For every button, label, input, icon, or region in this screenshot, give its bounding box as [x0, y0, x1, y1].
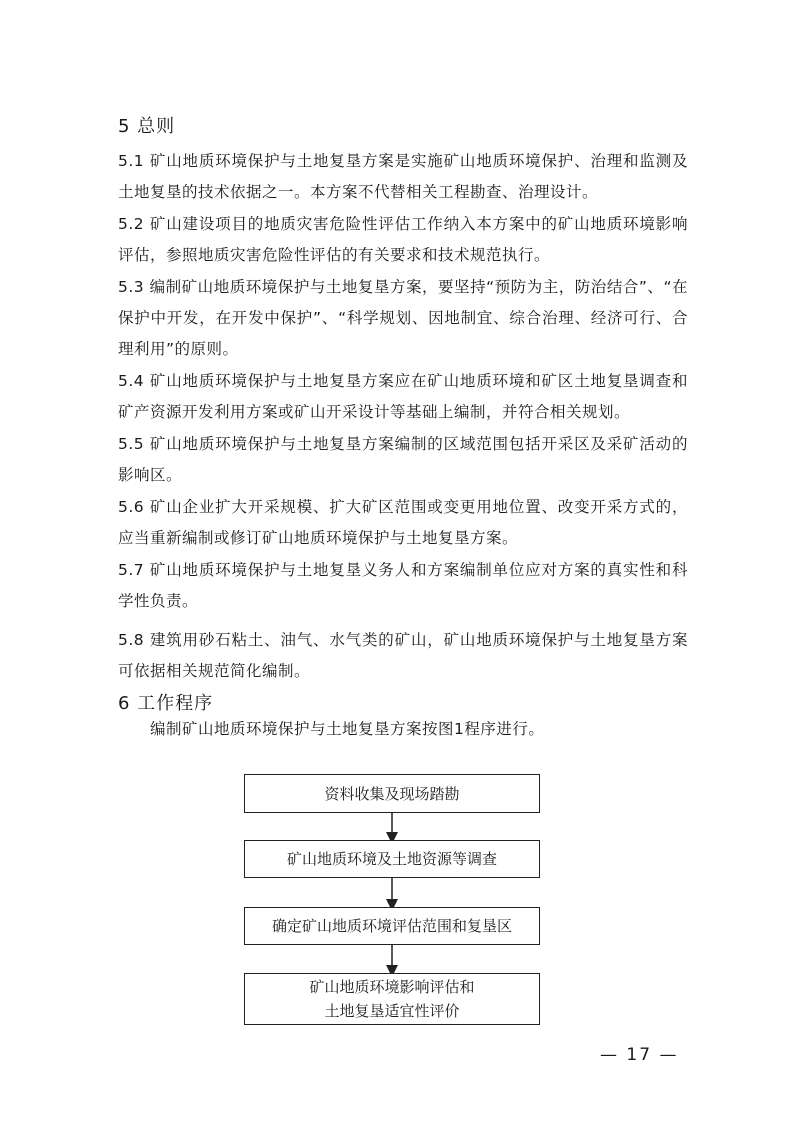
- section-6-intro: 编制矿山地质环境保护与土地复垦方案按图1程序进行。: [150, 720, 545, 738]
- flow-step-2: 矿山地质环境及土地资源等调查: [244, 840, 540, 878]
- page-number: — 17 —: [600, 1045, 679, 1065]
- flow-step-1: 资料收集及现场踏勘: [244, 774, 540, 813]
- clause-5-8: 5.8 建筑用砂石粘土、油气、水气类的矿山，矿山地质环境保护与土地复垦方案可依据相关规范简化编制。: [118, 631, 688, 680]
- clause-5-4: 5.4 矿山地质环境保护与土地复垦方案应在矿山地质环境和矿区土地复垦调查和矿产资源开发利用方案或矿山开采设计等基础上编制，并符合相关规划。: [118, 372, 688, 421]
- clause-5-3: 5.3 编制矿山地质环境保护与土地复垦方案，要坚持“预防为主，防治结合”、“在保护中开发，在开发中保护”、“科学规划、因地制宜、综合治理、经济可行、合理利用”的原则。: [118, 278, 688, 358]
- clause-5-7: 5.7 矿山地质环境保护与土地复垦义务人和方案编制单位应对方案的真实性和科学性负责。: [118, 561, 688, 610]
- section-5-heading: 5 总则: [118, 116, 176, 137]
- flow-step-4: 矿山地质环境影响评估和 土地复垦适宜性评价: [244, 973, 540, 1025]
- clause-5-6: 5.6 矿山企业扩大开采规模、扩大矿区范围或变更用地位置、改变开采方式的，应当重新编制或修订矿山地质环境保护与土地复垦方案。: [118, 498, 688, 547]
- section-6-heading: 6 工作程序: [118, 693, 214, 714]
- clause-5-5: 5.5 矿山地质环境保护与土地复垦方案编制的区域范围包括开采区及采矿活动的影响区。: [118, 435, 688, 484]
- clause-5-2: 5.2 矿山建设项目的地质灾害危险性评估工作纳入本方案中的矿山地质环境影响评估，参照地质灾害危险性评估的有关要求和技术规范执行。: [118, 215, 688, 264]
- clause-5-1: 5.1 矿山地质环境保护与土地复垦方案是实施矿山地质环境保护、治理和监测及土地复垦的技术依据之一。本方案不代替相关工程勘查、治理设计。: [118, 152, 688, 201]
- flow-step-3: 确定矿山地质环境评估范围和复垦区: [244, 907, 540, 945]
